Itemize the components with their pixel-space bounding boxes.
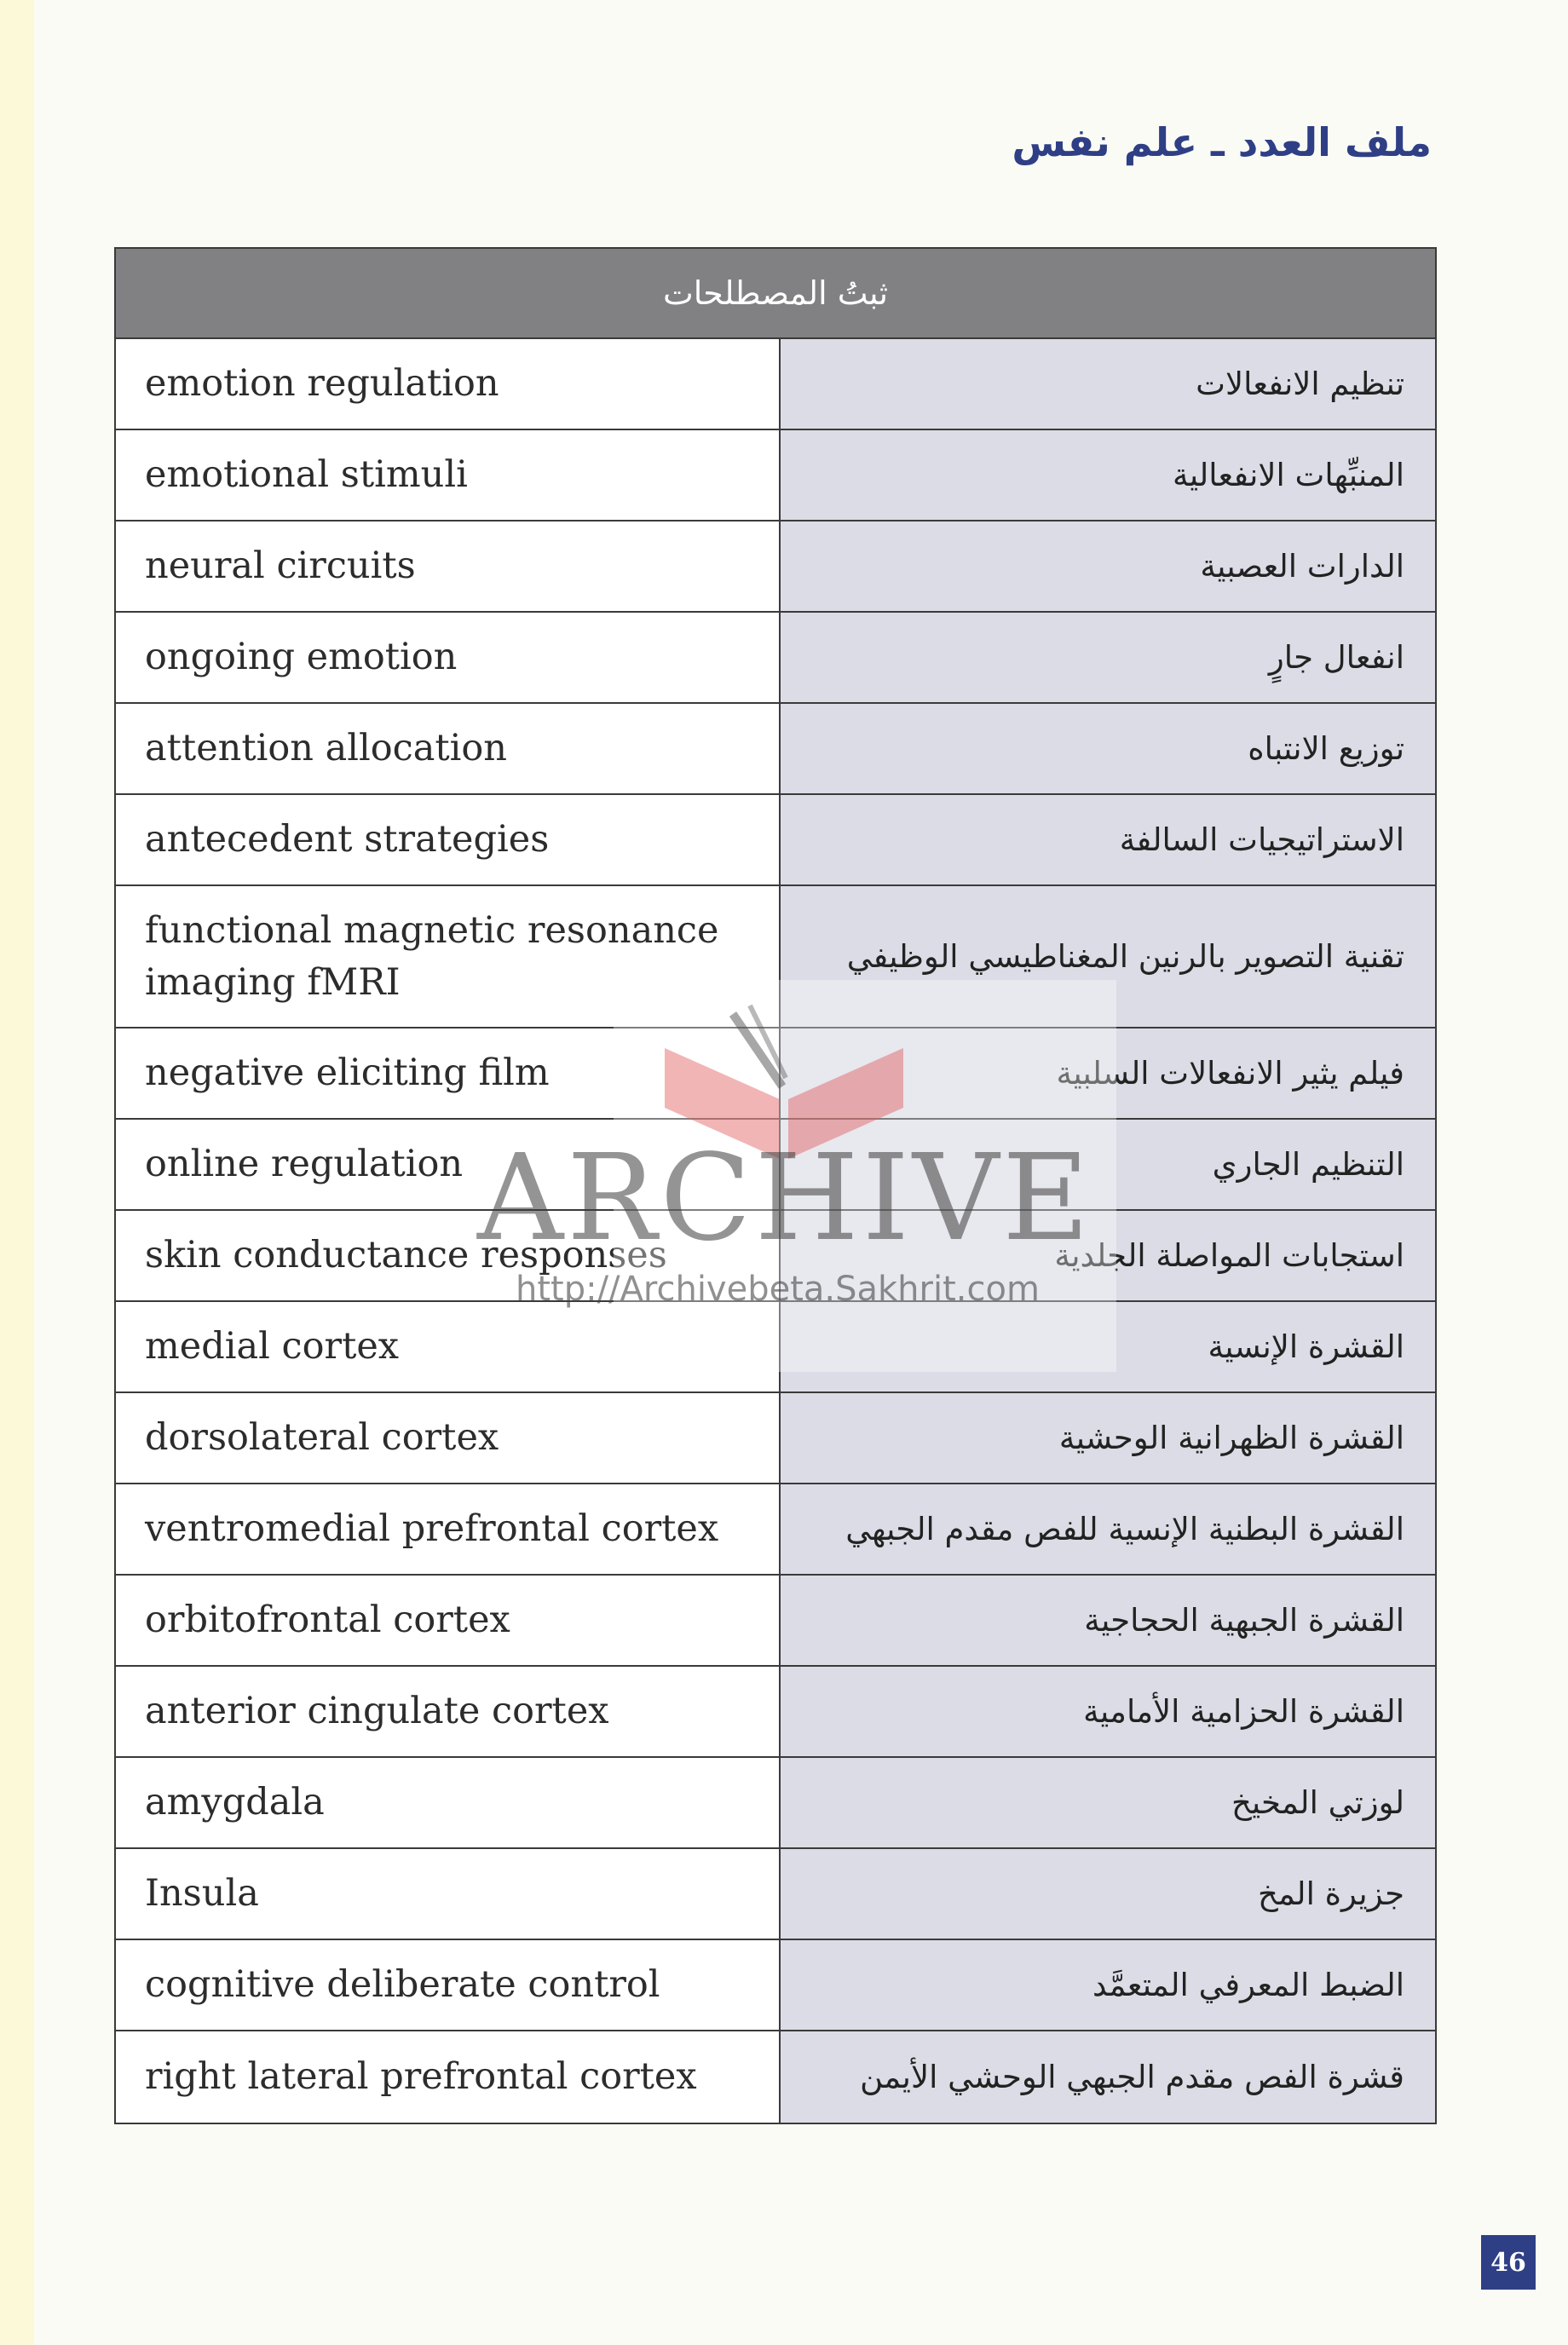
english-term: ongoing emotion [116, 613, 781, 702]
english-term: dorsolateral cortex [116, 1393, 781, 1483]
table-row [116, 613, 1435, 704]
arabic-term: تقنية التصوير بالرنين المغناطيسي الوظيفي [781, 886, 1435, 1027]
arabic-term: المنبِّهات الانفعالية [781, 430, 1435, 520]
arabic-term: انفعال جارٍ [781, 613, 1435, 702]
page-number: 46 [1481, 2235, 1536, 2290]
watermark-url: http://Archivebeta.Sakhrit.com [516, 1270, 1040, 1309]
arabic-term: القشرة الجبهية الحجاجية [781, 1576, 1435, 1665]
english-term: negative eliciting film [116, 1028, 781, 1118]
glossary-title: ثبتُ المصطلحات [116, 249, 1435, 339]
arabic-term: القشرة الإنسية [781, 1302, 1435, 1391]
arabic-term: القشرة الحزامية الأمامية [781, 1667, 1435, 1756]
english-term: antecedent strategies [116, 795, 781, 884]
arabic-term: جزيرة المخ [781, 1849, 1435, 1939]
table-row [116, 1849, 1435, 1940]
english-term: emotion regulation [116, 339, 781, 429]
arabic-term: القشرة الظهرانية الوحشية [781, 1393, 1435, 1483]
arabic-term: فيلم يثير الانفعالات السلبية [781, 1028, 1435, 1118]
table-row [116, 1667, 1435, 1758]
arabic-term: القشرة البطنية الإنسية للفص مقدم الجبهي [781, 1484, 1435, 1574]
table-row [116, 1302, 1435, 1393]
english-term: amygdala [116, 1758, 781, 1847]
english-term: skin conductance responses [116, 1211, 781, 1300]
table-row [116, 704, 1435, 795]
english-term: anterior cingulate cortex [116, 1667, 781, 1756]
table-row [116, 1484, 1435, 1576]
page-edge-tint [0, 0, 34, 2345]
arabic-term: التنظيم الجاري [781, 1120, 1435, 1209]
arabic-term: قشرة الفص مقدم الجبهي الوحشي الأيمن [781, 2031, 1435, 2123]
table-row [116, 339, 1435, 430]
english-term: medial cortex [116, 1302, 781, 1391]
english-term: cognitive deliberate control [116, 1940, 781, 2030]
arabic-term: لوزتي المخيخ [781, 1758, 1435, 1847]
table-row [116, 430, 1435, 521]
table-row [116, 795, 1435, 886]
english-term: neural circuits [116, 521, 781, 611]
table-row [116, 1393, 1435, 1484]
english-term: right lateral prefrontal cortex [116, 2031, 781, 2123]
english-term: functional magnetic resonance imaging fMRI [116, 886, 781, 1027]
table-row [116, 1576, 1435, 1667]
english-term: orbitofrontal cortex [116, 1576, 781, 1665]
table-row [116, 521, 1435, 613]
section-title: ملف العدد ـ علم نفس [1012, 119, 1432, 165]
watermark-brand: ARCHIVE [477, 1129, 1093, 1268]
arabic-term: الضبط المعرفي المتعمَّد [781, 1940, 1435, 2030]
arabic-term: توزيع الانتباه [781, 704, 1435, 793]
english-term: ventromedial prefrontal cortex [116, 1484, 781, 1574]
english-term: attention allocation [116, 704, 781, 793]
arabic-term: تنظيم الانفعالات [781, 339, 1435, 429]
english-term: online regulation [116, 1120, 781, 1209]
arabic-term: الاستراتيجيات السالفة [781, 795, 1435, 884]
english-term: Insula [116, 1849, 781, 1939]
table-row [116, 1940, 1435, 2031]
table-row [116, 1758, 1435, 1849]
arabic-term: الدارات العصبية [781, 521, 1435, 611]
english-term: emotional stimuli [116, 430, 781, 520]
arabic-term: استجابات المواصلة الجلدية [781, 1211, 1435, 1300]
table-row [116, 2031, 1435, 2123]
